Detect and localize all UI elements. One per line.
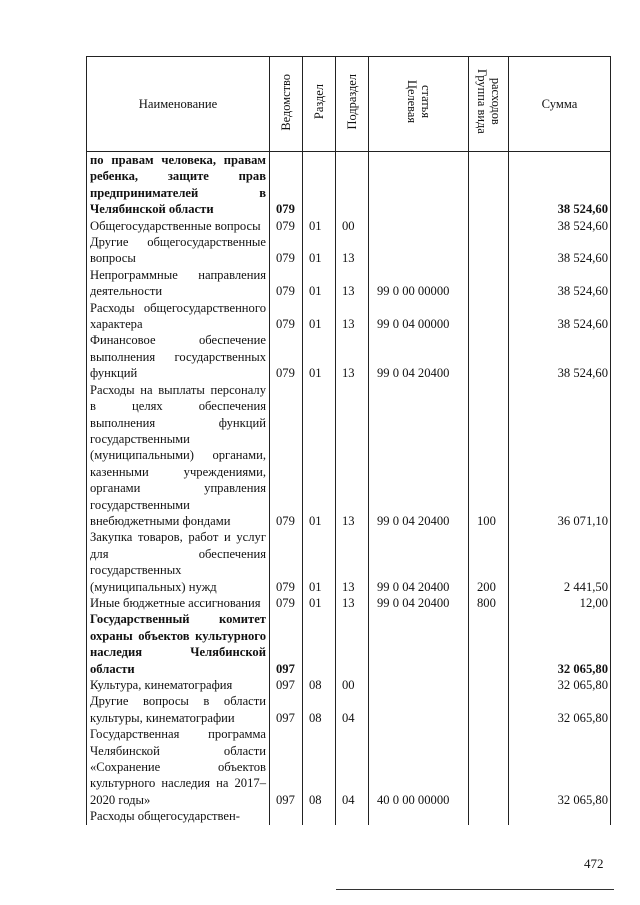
budget-table-container <box>86 56 610 825</box>
row-razdel: 08 <box>303 693 336 726</box>
row-podrazdel: 13 <box>336 234 369 267</box>
row-celevaya-statya <box>369 218 469 234</box>
table-row <box>87 300 611 333</box>
row-name: Другие вопросы в области культуры, кинематографии <box>87 693 270 726</box>
table-row <box>87 218 611 234</box>
row-gruppa-vida: 200 <box>469 529 509 595</box>
row-summa: 2 441,50 <box>509 529 611 595</box>
row-summa: 32 065,80 <box>509 693 611 726</box>
row-celevaya-statya <box>369 234 469 267</box>
row-vedomstvo: 079 <box>270 529 303 595</box>
row-gruppa-vida <box>469 693 509 726</box>
row-vedomstvo: 079 <box>270 300 303 333</box>
table-row <box>87 529 611 595</box>
table-row <box>87 267 611 300</box>
row-podrazdel: 13 <box>336 267 369 300</box>
row-razdel: 01 <box>303 529 336 595</box>
row-razdel: 01 <box>303 267 336 300</box>
row-celevaya-statya: 99 0 04 20400 <box>369 529 469 595</box>
row-name: Финансовое обеспечение выполнения государственных функций <box>87 332 270 381</box>
row-summa: 32 065,80 <box>509 726 611 808</box>
row-razdel: 01 <box>303 332 336 381</box>
row-vedomstvo: 097 <box>270 693 303 726</box>
row-celevaya-statya: 99 0 04 20400 <box>369 595 469 611</box>
row-gruppa-vida <box>469 152 509 218</box>
row-gruppa-vida: 800 <box>469 595 509 611</box>
page-number: 472 <box>584 856 604 871</box>
header-summa: Сумма <box>509 57 611 152</box>
table-row <box>87 677 611 693</box>
row-razdel: 01 <box>303 382 336 530</box>
row-celevaya-statya: 99 0 04 00000 <box>369 300 469 333</box>
header-vedomstvo: Ведомство <box>270 57 303 152</box>
row-name: Расходы на выплаты персоналу в целях обеспечения выполнения функций государственными (муниципальными) органами, казенными учреждениями, органами управления государственными внебюджетными фондами <box>87 382 270 530</box>
row-gruppa-vida <box>469 218 509 234</box>
row-podrazdel: 00 <box>336 218 369 234</box>
row-razdel: 08 <box>303 726 336 808</box>
row-name: Расходы общегосударствен- <box>87 808 270 824</box>
table-row <box>87 726 611 808</box>
row-gruppa-vida <box>469 234 509 267</box>
header-gruppa-vida-rashodov: Группа вида расходов <box>469 57 509 152</box>
row-summa: 36 071,10 <box>509 382 611 530</box>
row-gruppa-vida: 100 <box>469 382 509 530</box>
row-gruppa-vida <box>469 726 509 808</box>
row-podrazdel <box>336 152 369 218</box>
row-summa: 32 065,80 <box>509 677 611 693</box>
row-vedomstvo: 079 <box>270 234 303 267</box>
row-podrazdel: 13 <box>336 382 369 530</box>
row-celevaya-statya: 40 0 00 00000 <box>369 726 469 808</box>
row-name: Расходы общегосударственного характера <box>87 300 270 333</box>
row-name: Общегосударственные вопросы <box>87 218 270 234</box>
row-celevaya-statya: 99 0 04 20400 <box>369 382 469 530</box>
row-celevaya-statya <box>369 677 469 693</box>
row-podrazdel: 13 <box>336 300 369 333</box>
row-podrazdel: 13 <box>336 595 369 611</box>
row-name: Непрограммные направления деятельности <box>87 267 270 300</box>
header-razdel: Раздел <box>303 57 336 152</box>
table-row <box>87 234 611 267</box>
row-name: Государственная программа Челябинской области «Сохранение объектов культурного наследия на 2017–2020 годы» <box>87 726 270 808</box>
row-name: по правам человека, правам ребенка, защите прав предпринимателей в Челябинской области <box>87 152 270 218</box>
row-gruppa-vida <box>469 267 509 300</box>
row-podrazdel: 04 <box>336 726 369 808</box>
row-podrazdel: 00 <box>336 677 369 693</box>
row-gruppa-vida <box>469 300 509 333</box>
row-summa: 32 065,80 <box>509 611 611 677</box>
row-celevaya-statya <box>369 808 469 824</box>
row-celevaya-statya: 99 0 04 20400 <box>369 332 469 381</box>
budget-table <box>86 56 611 825</box>
row-summa: 38 524,60 <box>509 234 611 267</box>
row-razdel: 01 <box>303 218 336 234</box>
row-podrazdel: 13 <box>336 332 369 381</box>
row-podrazdel <box>336 808 369 824</box>
row-summa: 38 524,60 <box>509 218 611 234</box>
row-vedomstvo: 097 <box>270 726 303 808</box>
row-summa: 38 524,60 <box>509 267 611 300</box>
row-podrazdel: 04 <box>336 693 369 726</box>
row-summa: 38 524,60 <box>509 152 611 218</box>
row-razdel <box>303 808 336 824</box>
row-razdel: 08 <box>303 677 336 693</box>
row-vedomstvo: 079 <box>270 382 303 530</box>
table-header-row <box>87 57 611 152</box>
table-row <box>87 152 611 218</box>
row-summa <box>509 808 611 824</box>
row-vedomstvo: 097 <box>270 677 303 693</box>
table-row <box>87 693 611 726</box>
row-vedomstvo: 079 <box>270 267 303 300</box>
header-podrazdel: Подраздел <box>336 57 369 152</box>
row-podrazdel: 13 <box>336 529 369 595</box>
row-gruppa-vida <box>469 332 509 381</box>
row-celevaya-statya <box>369 152 469 218</box>
row-summa: 38 524,60 <box>509 300 611 333</box>
row-vedomstvo: 079 <box>270 152 303 218</box>
row-vedomstvo: 079 <box>270 218 303 234</box>
table-row <box>87 611 611 677</box>
row-razdel <box>303 152 336 218</box>
row-vedomstvo: 079 <box>270 332 303 381</box>
row-celevaya-statya <box>369 611 469 677</box>
row-gruppa-vida <box>469 677 509 693</box>
row-name: Государственный комитет охраны объектов культурного наследия Челябинской области <box>87 611 270 677</box>
row-gruppa-vida <box>469 611 509 677</box>
table-row <box>87 808 611 824</box>
table-row <box>87 332 611 381</box>
row-razdel: 01 <box>303 595 336 611</box>
row-celevaya-statya: 99 0 00 00000 <box>369 267 469 300</box>
row-razdel: 01 <box>303 300 336 333</box>
row-razdel: 01 <box>303 234 336 267</box>
row-summa: 38 524,60 <box>509 332 611 381</box>
row-celevaya-statya <box>369 693 469 726</box>
row-summa: 12,00 <box>509 595 611 611</box>
row-podrazdel <box>336 611 369 677</box>
row-name: Культура, кинематография <box>87 677 270 693</box>
table-row <box>87 595 611 611</box>
row-vedomstvo: 079 <box>270 595 303 611</box>
table-body <box>87 152 611 825</box>
row-gruppa-vida <box>469 808 509 824</box>
row-razdel <box>303 611 336 677</box>
table-row <box>87 382 611 530</box>
row-name: Иные бюджетные ассигнования <box>87 595 270 611</box>
row-name: Другие общегосударственные вопросы <box>87 234 270 267</box>
header-name: Наименование <box>87 57 270 152</box>
row-vedomstvo: 097 <box>270 611 303 677</box>
footer-line <box>336 889 614 890</box>
header-celevaya-statya: Целевая статья <box>369 57 469 152</box>
row-name: Закупка товаров, работ и услуг для обеспечения государственных (муниципальных) нужд <box>87 529 270 595</box>
row-vedomstvo <box>270 808 303 824</box>
